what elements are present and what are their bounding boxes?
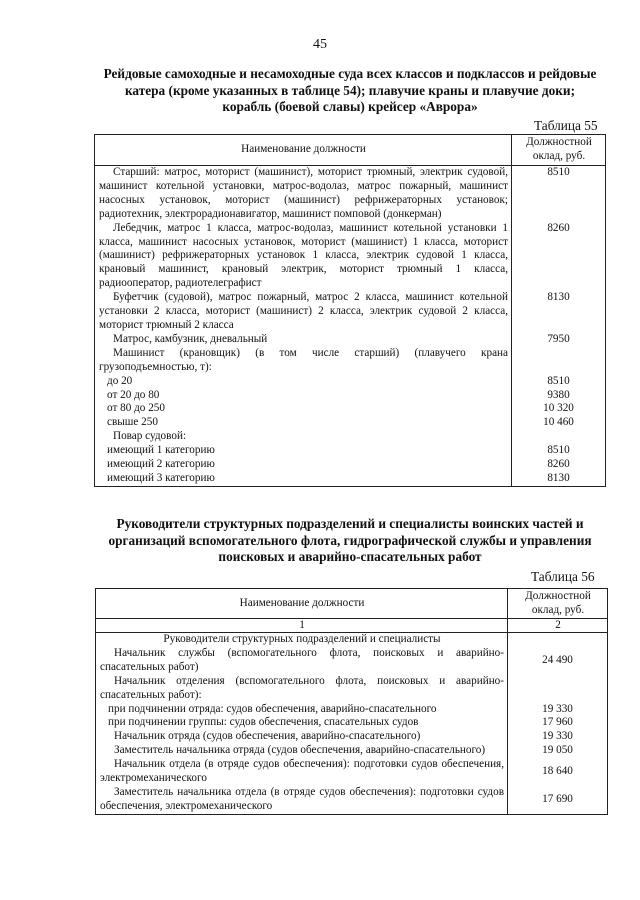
position-name: имеющий 3 категорию bbox=[95, 472, 512, 486]
position-name: Начальник отряда (судов обеспечения, аварийно-спасательного) bbox=[96, 730, 508, 744]
table56-col-salary: Должностной оклад, руб. bbox=[508, 589, 608, 619]
position-name: имеющий 2 категорию bbox=[95, 458, 512, 472]
position-name: Заместитель начальника отряда (судов обеспечения, аварийно-спасательного) bbox=[96, 744, 508, 758]
table-row bbox=[96, 716, 608, 730]
table-row bbox=[96, 647, 608, 675]
table56-section-row bbox=[96, 633, 608, 647]
position-name: Начальник службы (вспомогательного флота, поисковых и аварийно-спасательных работ) bbox=[96, 647, 508, 675]
salary-value bbox=[512, 347, 606, 375]
salary-value: 8510 bbox=[512, 444, 606, 458]
position-name: свыше 250 bbox=[95, 416, 512, 430]
table-row bbox=[95, 389, 606, 403]
table-row bbox=[95, 416, 606, 430]
position-name: Лебедчик, матрос 1 класса, матрос-водолаз, машинист котельной установки 1 класса, машинист насосных установок, моторист (машинист) 1 класса, моторист (машинист) рефрижераторных установок 1 класса, электрик судовой 1 класса, крановый машинист, крановый электрик, моторист трюмный 1 класса, радиооператор, радиотелеграфист bbox=[95, 222, 512, 292]
table56-col-name: Наименование должности bbox=[96, 589, 508, 619]
position-name: от 80 до 250 bbox=[95, 402, 512, 416]
salary-value: 8510 bbox=[512, 166, 606, 222]
salary-value: 18 640 bbox=[508, 758, 608, 786]
position-name: Машинист (крановщик) (в том числе старший) (плавучего крана грузоподъемностью, т): bbox=[95, 347, 512, 375]
table-row bbox=[95, 291, 606, 333]
position-name: Повар судовой: bbox=[95, 430, 512, 444]
salary-value: 24 490 bbox=[508, 647, 608, 675]
table55-col-name: Наименование должности bbox=[95, 135, 512, 166]
salary-value: 8510 bbox=[512, 375, 606, 389]
page-number: 45 bbox=[313, 37, 327, 52]
table55-label: Таблица 55 bbox=[534, 118, 598, 133]
salary-value: 17 960 bbox=[508, 716, 608, 730]
table-row bbox=[96, 758, 608, 786]
position-name: имеющий 1 категорию bbox=[95, 444, 512, 458]
salary-value: 7950 bbox=[512, 333, 606, 347]
table56 bbox=[95, 588, 608, 815]
table-row bbox=[95, 402, 606, 416]
salary-value: 19 330 bbox=[508, 703, 608, 717]
table55-title: Рейдовые самоходные и несамоходные суда всех классов и подклассов и рейдовые катера (кроме указанных в таблице 54); плавучие краны и плавучие доки; корабль (боевой славы) крейсер «Аврора» bbox=[103, 66, 597, 114]
position-name: при подчинении отряда: судов обеспечения, аварийно-спасательного bbox=[96, 703, 508, 717]
empty-cell bbox=[508, 633, 608, 647]
table-row bbox=[95, 375, 606, 389]
table55-col-salary: Должностной оклад, руб. bbox=[512, 135, 606, 166]
salary-value bbox=[512, 430, 606, 444]
position-name: Матрос, камбузник, дневальный bbox=[95, 333, 512, 347]
salary-value: 8260 bbox=[512, 458, 606, 472]
table-row bbox=[96, 703, 608, 717]
table-row bbox=[95, 444, 606, 458]
table-row bbox=[95, 458, 606, 472]
position-name: Буфетчик (судовой), матрос пожарный, матрос 2 класса, машинист котельной установки 2 класса, моторист (машинист) 2 класса, электрик судовой 2 класса, моторист трюмный 2 класса bbox=[95, 291, 512, 333]
salary-value: 8130 bbox=[512, 472, 606, 486]
salary-value: 10 460 bbox=[512, 416, 606, 430]
table-row bbox=[95, 166, 606, 222]
table-row bbox=[96, 730, 608, 744]
position-name: Заместитель начальника отдела (в отряде судов обеспечения): подготовки судов обеспечения, электромеханического bbox=[96, 786, 508, 814]
column-number: 2 bbox=[508, 619, 608, 633]
salary-value: 8130 bbox=[512, 291, 606, 333]
salary-value: 17 690 bbox=[508, 786, 608, 814]
table-row bbox=[96, 786, 608, 814]
table-row bbox=[95, 222, 606, 292]
section-heading: Руководители структурных подразделений и специалисты bbox=[96, 633, 508, 647]
salary-value: 19 050 bbox=[508, 744, 608, 758]
position-name: Старший: матрос, моторист (машинист), моторист трюмный, электрик судовой, машинист котельной установки, матрос-водолаз, матрос пожарный, машинист насосных установок, моторист (машинист) рефрижераторных установок; радиотехник, электрорадионавигатор, машинист помповой (донкерман) bbox=[95, 166, 512, 222]
table56-header-row bbox=[96, 589, 608, 619]
table-row bbox=[95, 472, 606, 486]
table55 bbox=[94, 134, 606, 487]
salary-value: 10 320 bbox=[512, 402, 606, 416]
table55-header-row bbox=[95, 135, 606, 166]
table-row bbox=[95, 333, 606, 347]
column-number: 1 bbox=[96, 619, 508, 633]
position-name: до 20 bbox=[95, 375, 512, 389]
position-name: Начальник отдела (в отряде судов обеспечения): подготовки судов обеспечения, электромеханического bbox=[96, 758, 508, 786]
salary-value bbox=[508, 675, 608, 703]
table-row bbox=[96, 744, 608, 758]
salary-value: 8260 bbox=[512, 222, 606, 292]
salary-value: 9380 bbox=[512, 389, 606, 403]
table-row bbox=[96, 675, 608, 703]
position-name: при подчинении группы: судов обеспечения, спасательных судов bbox=[96, 716, 508, 730]
table-row bbox=[95, 430, 606, 444]
salary-value: 19 330 bbox=[508, 730, 608, 744]
table56-column-numbers bbox=[96, 619, 608, 633]
table-row bbox=[95, 347, 606, 375]
table56-label: Таблица 56 bbox=[531, 569, 595, 584]
position-name: Начальник отделения (вспомогательного флота, поисковых и аварийно-спасательных работ): bbox=[96, 675, 508, 703]
table56-title: Руководители структурных подразделений и специалисты воинских частей и организаций вспомогательного флота, гидрографической службы и управления поисковых и аварийно-спасательных работ bbox=[108, 516, 592, 564]
position-name: от 20 до 80 bbox=[95, 389, 512, 403]
